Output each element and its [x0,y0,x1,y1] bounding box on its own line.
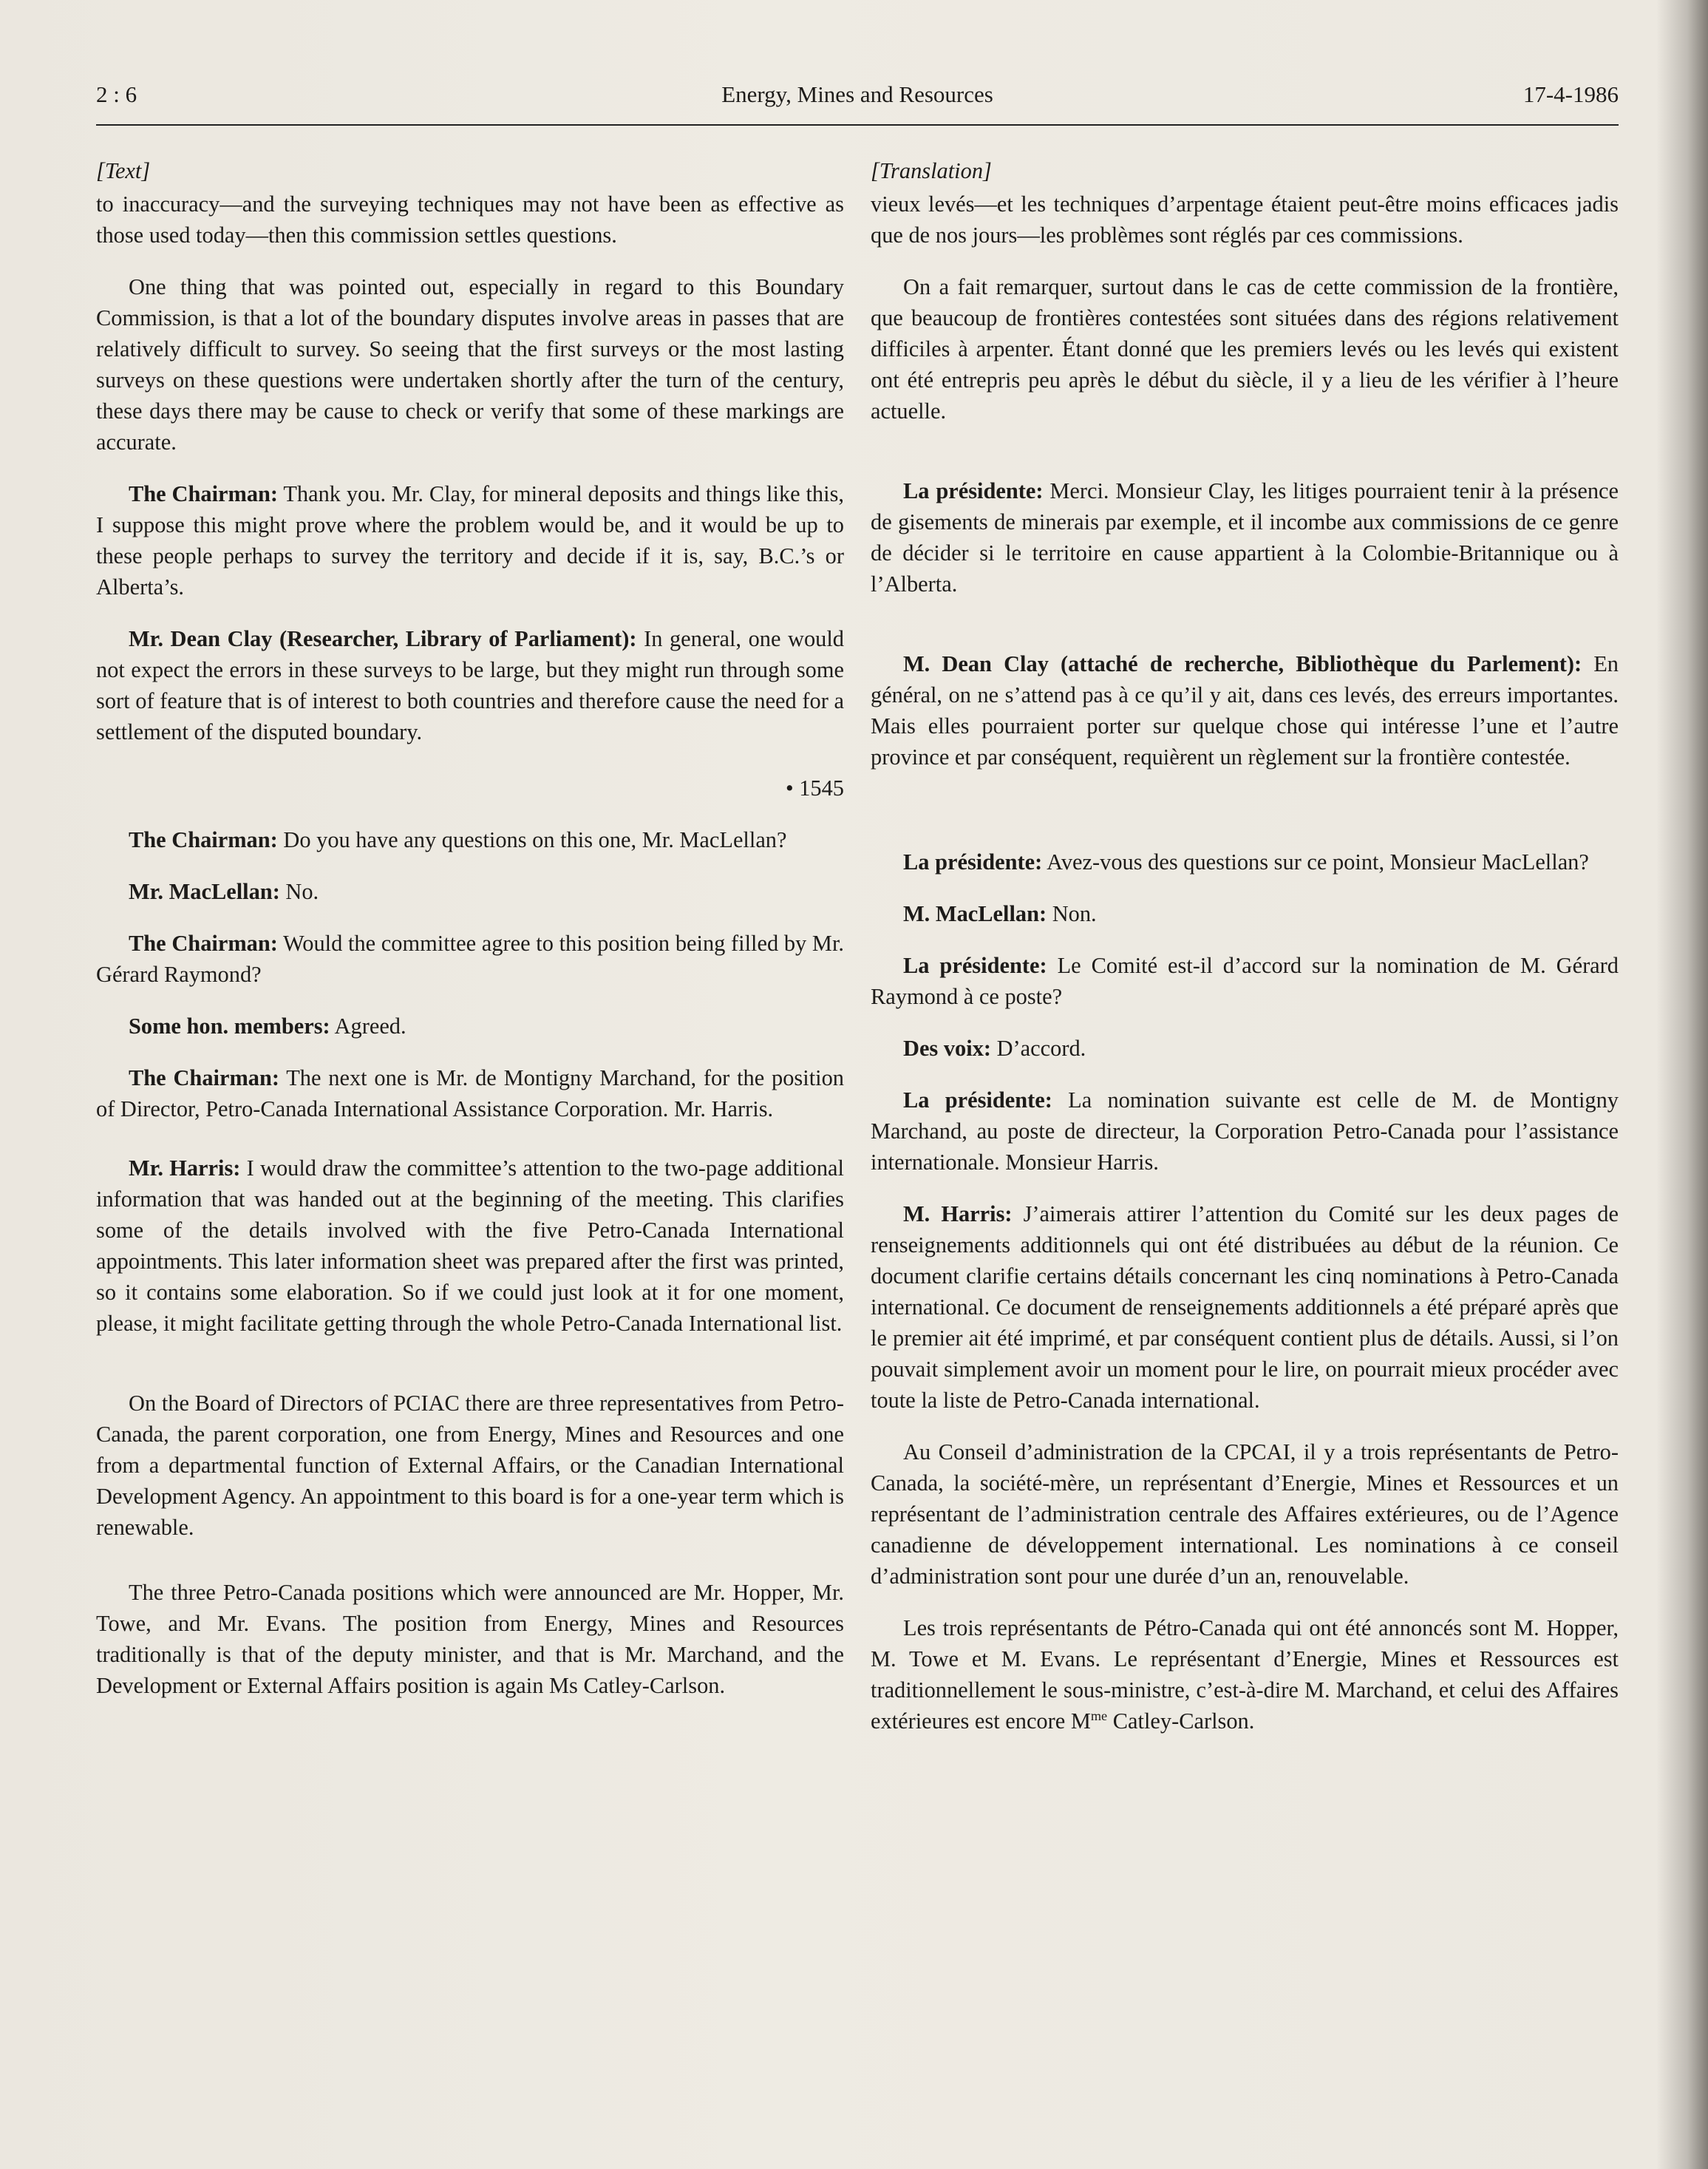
speech [871,475,1619,600]
speaker: Mr. Harris: [129,1155,241,1181]
speech-text: I would draw the committee’s attention to the two-page additional information that was handed out at the beginning of the meeting. This clarifies some of the details involved with the five Petro-Canada International appointments. This later information sheet was prepared after the first was printed, so it contains some elaboration. So if we could just look at it for one moment, please, it might facilitate getting through the whole Petro-Canada International list. [96,1155,844,1336]
speech [871,648,1619,773]
speech-text: In general, one would not expect the errors in these surveys to be large, but they might run through some sort of feature that is of interest to both countries and therefore cause the need for a settlement of the disputed boundary. [96,626,844,744]
page-edge-shadow [1656,0,1708,2169]
speaker: La présidente: [903,478,1044,503]
header-date: 17-4-1986 [1522,81,1619,107]
translation-label: [Translation] [871,158,992,183]
speech [96,1011,844,1042]
paragraph: On a fait remarquer, surtout dans le cas de cette commission de la frontière, que beaucoup de frontières contestées sont situées dans des régions relativement difficiles à arpenter. Étant donné que les premiers levés ou les levés qui existent ont été entrepris peu après le début du siècle, il y a lieu de les vérifier à l’heure actuelle. [871,274,1619,424]
speech [96,623,844,747]
speech [96,478,844,602]
speech-text: Avez-vous des questions sur ce point, Monsieur MacLellan? [1042,849,1589,875]
speaker: The Chairman: [129,481,279,506]
page-header [96,81,1619,126]
speaker: Mr. Dean Clay (Researcher, Library of Parliament): [129,626,637,651]
speaker: M. MacLellan: [903,901,1047,926]
speech [871,846,1619,878]
speech [871,950,1619,1012]
speech [96,824,844,855]
speech [96,876,844,907]
speech-text: The next one is Mr. de Montigny Marchand, for the position of Director, Petro-Canada International Assistance Corporation. Mr. Harris. [96,1065,844,1121]
speech [871,1084,1619,1178]
speech [96,928,844,990]
speech-text: Merci. Monsieur Clay, les litiges pourraient tenir à la présence de gisements de minerais par exemple, et il incombe aux commissions de ce genre de décider si le territoire en cause appartient à la Colombie-Britannique ou à l’Alberta. [871,478,1619,597]
speaker: The Chairman: [129,931,278,956]
paragraph: to inaccuracy—and the surveying techniques may not have been as effective as those used today—then this commission settles questions. [96,191,844,248]
english-column [96,155,844,1722]
paragraph [871,1612,1619,1737]
speech-text: Do you have any questions on this one, Mr. MacLellan? [277,827,787,852]
speech-text: Thank you. Mr. Clay, for mineral deposits and things like this, I suppose this might prove where the problem would be, and it would be up to these people perhaps to survey the territory and decide if it is, say, B.C.’s or Alberta’s. [96,481,844,600]
speaker: La présidente: [903,1087,1052,1113]
paragraph-text: Les trois représentants de Pétro-Canada qui ont été annoncés sont M. Hopper, M. Towe et M. Evans. Le représentant d’Energie, Mines et Ressources est traditionnellement le sous-ministre, c’est-à-dire M. Marchand, et celui des Affaires extérieures est encore M [871,1615,1619,1734]
paragraph: vieux levés—et les techniques d’arpentage étaient peut-être moins efficaces jadis que de nos jours—les problèmes sont réglés par ces commissions. [871,191,1619,248]
paragraph: One thing that was pointed out, especially in regard to this Boundary Commission, is that a lot of the boundary disputes involve areas in passes that are relatively difficult to survey. So seeing that the first surveys or the most lasting surveys on these questions were undertaken shortly after the turn of the century, these days there may be cause to check or verify that some of these markings are accurate. [96,274,844,455]
speech [96,1062,844,1124]
speech [871,1033,1619,1064]
speech [871,898,1619,929]
speech-text: En général, on ne s’attend pas à ce qu’il y ait, dans ces levés, des erreurs importantes. Mais elles pourraient porter sur quelque chose qui intéresse l’une et l’autre province et par conséquent, requièrent un règlement sur la frontière contestée. [871,651,1619,770]
paragraph: Au Conseil d’administration de la CPCAI, il y a trois représentants de Petro-Canada, la société-mère, un représentant d’Energie, Mines et Ressources et un représentant de l’administration centrale des Affaires extérieures, ou de l’Agence canadienne de développement international. Les nominations à ce conseil d’administration sont pour une durée d’un an, renouvelable. [871,1439,1619,1589]
speaker: M. Harris: [903,1201,1013,1226]
speech-text: Would the committee agree to this position being filled by Mr. Gérard Raymond? [96,931,844,987]
header-rule [96,124,1619,126]
french-column [871,155,1619,1757]
paragraph-text: Catley-Carlson. [1107,1708,1255,1734]
speech-text: Non. [1047,901,1097,926]
publication-title: Energy, Mines and Resources [721,81,993,107]
speaker: La présidente: [903,849,1043,875]
speaker: The Chairman: [129,827,278,852]
speaker: Some hon. members: [129,1014,330,1039]
time-stamp: • 1545 [785,775,844,801]
text-label: [Text] [96,158,151,183]
speech-text: La nomination suivante est celle de M. de Montigny Marchand, au poste de directeur, la Corporation Petro-Canada pour l’assistance internationale. Monsieur Harris. [871,1087,1619,1175]
speech-text: Le Comité est-il d’accord sur la nomination de M. Gérard Raymond à ce poste? [871,953,1619,1009]
speech-text: D’accord. [991,1036,1086,1061]
speech-text: No. [279,879,319,904]
speaker: Mr. MacLellan: [129,879,280,904]
speaker: M. Dean Clay (attaché de recherche, Bibliothèque du Parlement): [903,651,1582,676]
speaker: The Chairman: [129,1065,279,1090]
speaker: La présidente: [903,953,1047,978]
speech [871,1198,1619,1416]
paragraph: The three Petro-Canada positions which were announced are Mr. Hopper, Mr. Towe, and Mr. Evans. The position from Energy, Mines and Resources traditionally is that of the deputy minister, and that is Mr. Marchand, and the Development or External Affairs position is again Ms Catley-Carlson. [96,1580,844,1698]
paragraph: On the Board of Directors of PCIAC there are three representatives from Petro-Canada, the parent corporation, one from Energy, Mines and Resources and one from a departmental function of External Affairs, or the Canadian International Development Agency. An appointment to this board is for a one-year term which is renewable. [96,1391,844,1540]
speech-text: Agreed. [330,1014,406,1039]
speech [96,1153,844,1339]
speaker: Des voix: [903,1036,992,1061]
superscript: me [1090,1708,1108,1723]
page-number: 2 : 6 [96,81,137,107]
speech-text: J’aimerais attirer l’attention du Comité sur les deux pages de renseignements additionnels qui ont été distribuées au début de la réunion. Ce document clarifie certains détails concernant les cinq nominations à Petro-Canada international. Ce document de renseignements additionnels a été préparé après que le premier ait été imprimé, et par conséquent contient plus de détails. Aussi, si l’on pouvait simplement avoir un moment pour le lire, on pourrait mieux procéder avec toute la liste de Petro-Canada international. [871,1201,1619,1413]
